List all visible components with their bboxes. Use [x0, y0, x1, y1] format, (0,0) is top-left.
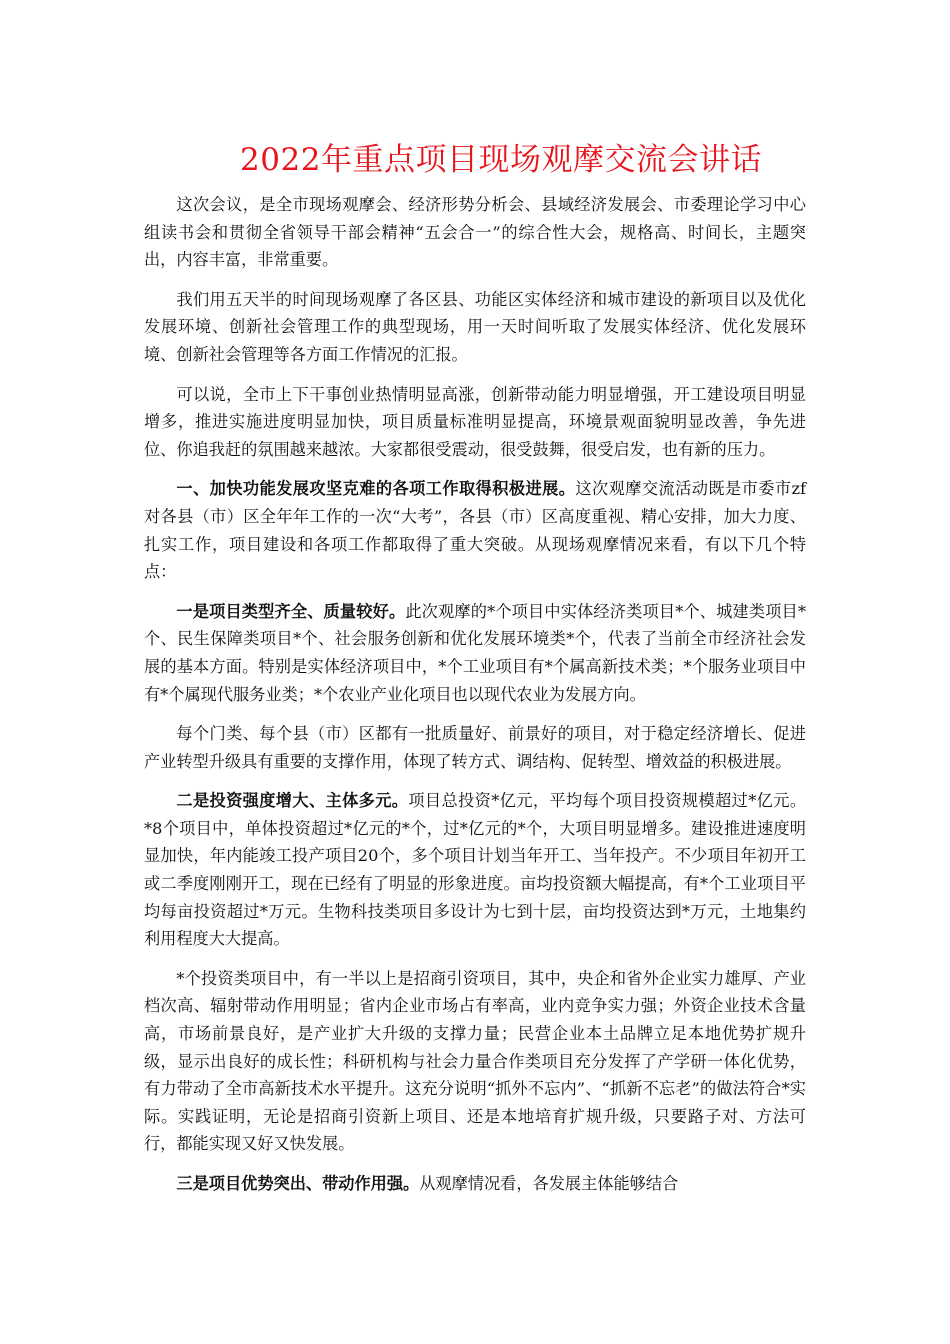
paragraph-text: 可以说，全市上下干事创业热情明显高涨，创新带动能力明显增强，开工建设项目明显增多，推进实施进度明显加快，项目质量标准明显提高，环境景观面貌明显改善，争先进位、你追我赶的氛围越来越浓。大家都很受震动，很受鼓舞，很受启发，也有新的压力。: [144, 384, 806, 459]
paragraph-lead: 二是投资强度增大、主体多元。: [176, 791, 409, 811]
paragraph-text: *个投资类项目中，有一半以上是招商引资项目，其中，央企和省外企业实力雄厚、产业档次高、辐射带动作用明显；省内企业市场占有率高，业内竞争实力强；外资企业技术含量高，市场前景良好，是产业扩大升级的支撑力量；民营企业本土品牌立足本地优势扩规升级，显示出良好的成长性；科研机构与社会力量合作类项目充分发挥了产学研一体化优势，有力带动了全市高新技术水平提升。这充分说明“抓外不忘内”、“抓新不忘老”的做法符合*实际。实践证明，无论是招商引资新上项目、还是本地培育扩规升级，只要路子对、方法可行，都能实现又好又快发展。: [144, 968, 806, 1154]
paragraph: [144, 191, 806, 274]
paragraph: [144, 965, 806, 1158]
paragraph-text: 这次会议，是全市现场观摩会、经济形势分析会、县域经济发展会、市委理论学习中心组读书会和贯彻全省领导干部会精神“五会合一”的综合性大会，规格高、时间长，主题突出，内容丰富，非常重要。: [144, 195, 806, 270]
section-heading-paragraph: [144, 475, 806, 585]
point-paragraph: [144, 1170, 806, 1198]
paragraph-text: 项目总投资*亿元，平均每个项目投资规模超过*亿元。*8个项目中，单体投资超过*亿元的*个，过*亿元的*个，大项目明显增多。建设推进速度明显加快，年内能竣工投产项目20个，多个项目计划当年开工、当年投产。不少项目年初开工或二季度刚刚开工，现在已经有了明显的形象进度。亩均投资额大幅提高，有*个工业项目平均每亩投资超过*万元。生物科技类项目多设计为七到十层，亩均投资达到*万元，土地集约利用程度大大提高。: [144, 791, 807, 949]
paragraph-text: 这次观摩交流活动既是市委市zf对各县（市）区全年年工作的一次“大考”，各县（市）区高度重视、精心安排，加大力度、扎实工作，项目建设和各项工作都取得了重大突破。从现场观摩情况来看，有以下几个特点：: [144, 479, 806, 582]
paragraph: [144, 720, 806, 775]
paragraph-lead: 三是项目优势突出、带动作用强。: [176, 1174, 420, 1193]
paragraph: [144, 381, 806, 464]
paragraph-text: 我们用五天半的时间现场观摩了各区县、功能区实体经济和城市建设的新项目以及优化发展环境、创新社会管理工作的典型现场，用一天时间听取了发展实体经济、优化发展环境、创新社会管理等各方面工作情况的汇报。: [144, 289, 806, 364]
document-body: [144, 191, 806, 1210]
paragraph-lead: 一是项目类型齐全、质量较好。: [176, 601, 406, 621]
point-paragraph: [144, 787, 806, 953]
paragraph: [144, 286, 806, 369]
paragraph-lead: 一、加快功能发展攻坚克难的各项工作取得积极进展。: [176, 479, 576, 499]
paragraph-text: 每个门类、每个县（市）区都有一批质量好、前景好的项目，对于稳定经济增长、促进产业转型升级具有重要的支撑作用，体现了转方式、调结构、促转型、增效益的积极进展。: [144, 724, 806, 771]
document-title: 2022年重点项目现场观摩交流会讲话: [240, 142, 762, 178]
paragraph-text: 此次观摩的*个项目中实体经济类项目*个、城建类项目*个、民生保障类项目*个、社会服务创新和优化发展环境类*个，代表了当前全市经济社会发展的基本方面。特别是实体经济项目中，*个工业项目有*个属高新技术类；*个服务业项目中有*个属现代服务业类；*个农业产业化项目也以现代农业为发展方向。: [144, 601, 807, 704]
paragraph-text: 从观摩情况看，各发展主体能够结合: [419, 1174, 679, 1193]
point-paragraph: [144, 598, 806, 708]
